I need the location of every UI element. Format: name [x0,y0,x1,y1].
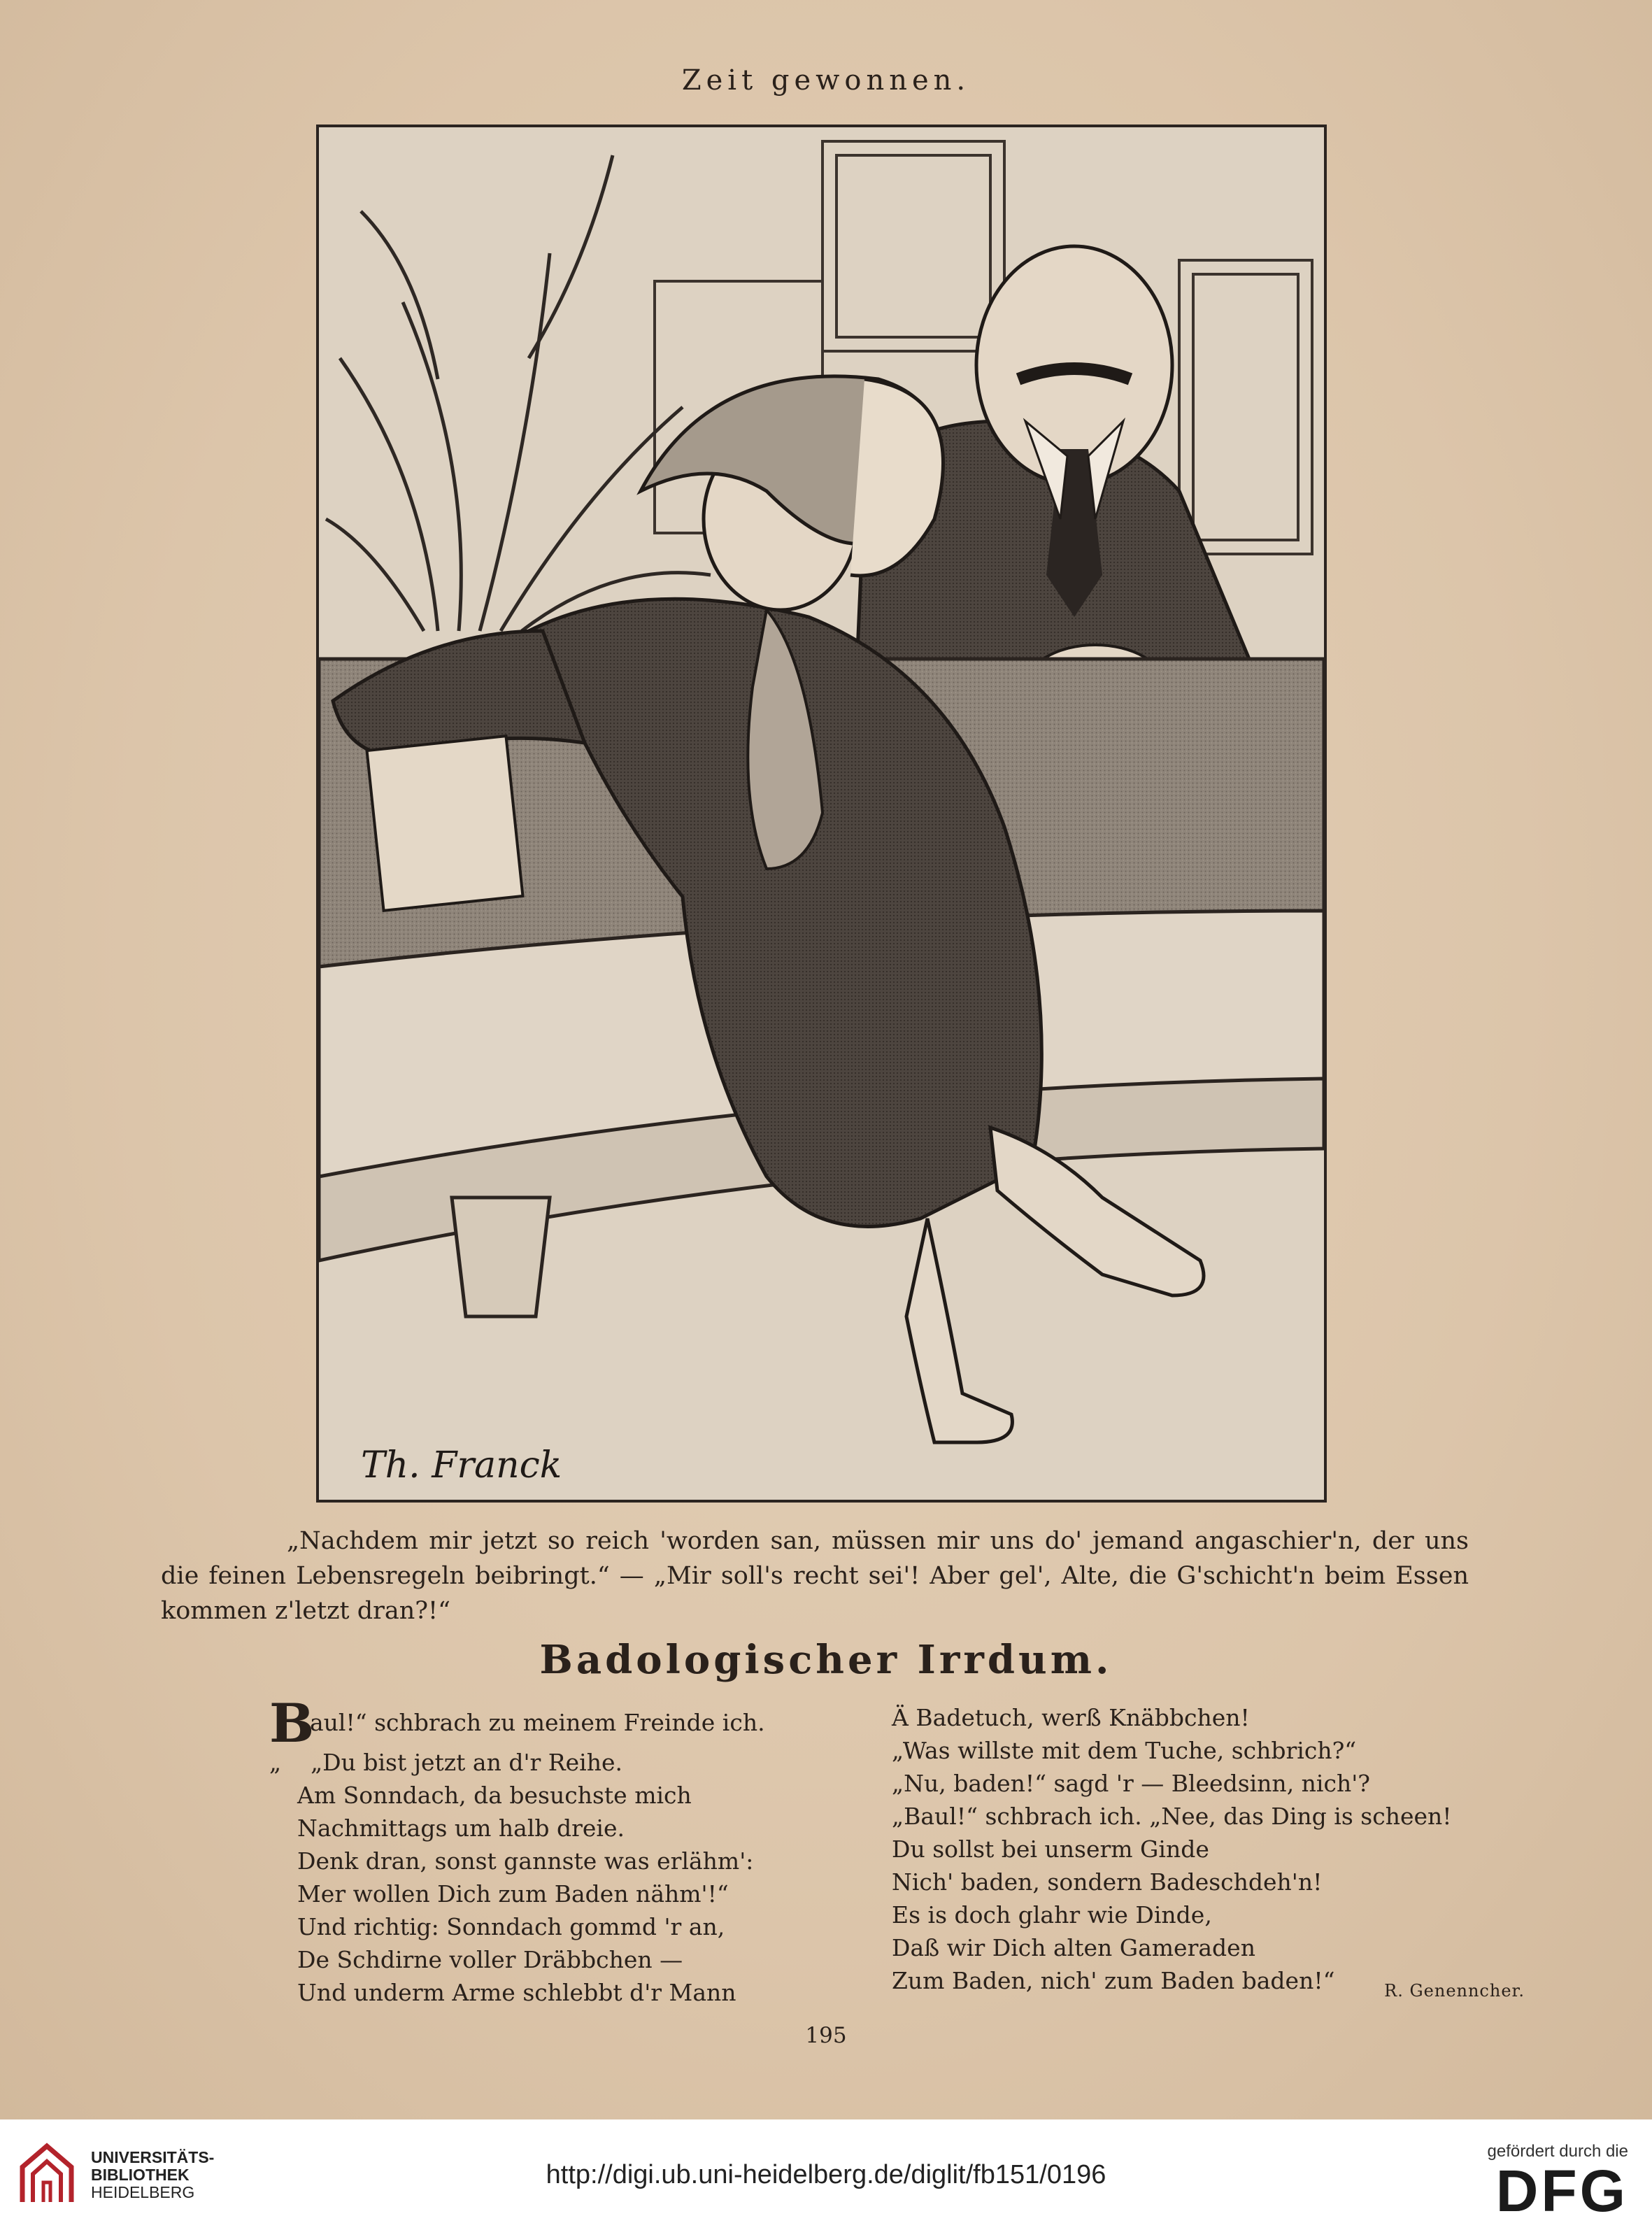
cartoon-illustration [316,125,1327,1503]
page-number: 195 [805,2023,847,2048]
cartoon-drawing [319,127,1324,1500]
poem-line: Mer wollen Dich zum Baden nähm'!“ [297,1880,729,1908]
poem-line: Am Sonndach, da besuchste mich [297,1782,692,1809]
poem-title: Badologischer Irrdum. [539,1637,1113,1683]
poem-line: Du sollst bei unserm Ginde [892,1835,1209,1863]
footer-bar [0,2119,1652,2230]
poem-line: Denk dran, sonst gannste was erlähm': [297,1847,754,1875]
poem-line: Und richtig: Sonndach gommd 'r an, [297,1913,725,1940]
poem-line: Nachmittags um halb dreie. [297,1814,625,1842]
artist-signature: Th. Franck [361,1444,562,1486]
running-title: Zeit gewonnen. [681,64,971,97]
poem-line: „Nu, baden!“ sagd 'r — Bleedsinn, nich'? [892,1770,1370,1797]
permalink-url[interactable]: http://digi.ub.uni-heidelberg.de/diglit/fb151/0196 [546,2160,1106,2189]
poem-line: Daß wir Dich alten Gameraden [892,1934,1255,1961]
poem-line: „ „Du bist jetzt an d'r Reihe. [269,1749,622,1776]
cartoon-caption: „Nachdem mir jetzt so reich 'worden san, müssen mir uns do' jemand angaschier'n, der uns die feinen Lebensregeln beibringt.“ — „Mir soll's recht sei'! Aber gel', Alte, die G'schicht'n beim Essen kommen z'letzt dran?!“ [161,1527,1469,1625]
poem-line: „Was willste mit dem Tuche, schbrich?“ [892,1737,1357,1764]
poem-author: R. Genenncher. [1384,1981,1525,2001]
poem-line: Ä Badetuch, werß Knäbbchen! [892,1704,1250,1731]
dfg-logo: DFG [1495,2158,1628,2224]
poem-column-left [269,1692,843,2009]
poem-column-right [892,1701,1465,1997]
poem-line: „Baul!“ schbrach ich. „Nee, das Ding is scheen! [892,1803,1452,1830]
poem-line: De Schdirne voller Dräbbchen — [297,1946,683,1973]
funded-by-label: gefördert durch die [1487,2142,1628,2161]
library-name: UNIVERSITÄTS- BIBLIOTHEK HEIDELBERG [91,2148,215,2201]
poem-line: Es is doch glahr wie Dinde, [892,1901,1212,1929]
poem-line: Nich' baden, sondern Badeschdeh'n! [892,1868,1323,1896]
poem-line: Baul!“ schbrach zu meinem Freinde ich. [269,1692,765,1754]
poem-line: Und underm Arme schlebbt d'r Mann [297,1979,736,2006]
poem-line: Zum Baden, nich' zum Baden baden!“ [892,1967,1335,1994]
drop-cap: B [269,1692,315,1754]
